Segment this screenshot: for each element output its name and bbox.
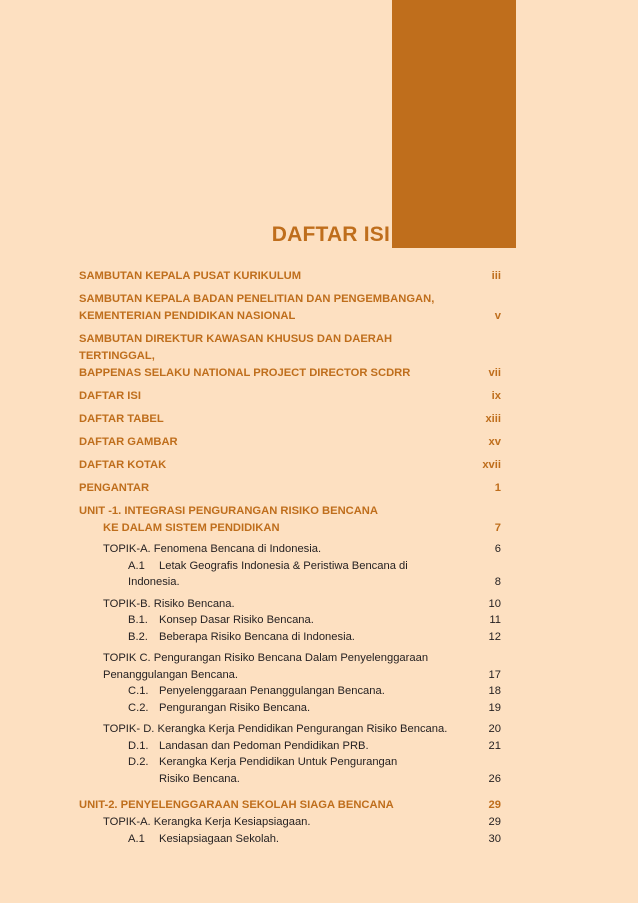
toc-item-code: C.1. [128, 685, 149, 697]
toc-entry-sambutan-kurikulum[interactable] [79, 268, 501, 285]
toc-entry-title: DAFTAR ISI [79, 390, 141, 402]
toc-page-number: 10 [488, 597, 501, 610]
toc-entry-sambutan-balitbang[interactable] [79, 291, 501, 325]
toc-page-number: 29 [488, 816, 501, 828]
toc-item-a1[interactable] [79, 558, 501, 591]
toc-page-number: xv [488, 436, 501, 448]
toc-item-code: A.1 [128, 832, 145, 845]
toc-page-number: 20 [488, 723, 501, 735]
toc-entry-title: SAMBUTAN KEPALA BADAN PENELITIAN DAN PENGEMBANGAN, [79, 293, 435, 305]
toc-topic-2a[interactable] [79, 814, 501, 831]
toc-entry-pengantar[interactable] [79, 480, 501, 497]
toc-item-title: Kesiapsiagaan Sekolah. [159, 832, 280, 845]
toc-item-d2[interactable] [79, 754, 501, 787]
toc-item-code: D.2. [128, 756, 149, 768]
toc-entry-title-cont: KE DALAM SISTEM PENDIDIKAN [103, 522, 280, 534]
toc-topic-1d[interactable] [79, 721, 501, 738]
toc-page-number: ix [491, 390, 501, 402]
toc-entry-title: PENGANTAR [79, 482, 150, 494]
toc-topic-title: TOPIK C. Pengurangan Risiko Bencana Dalam Penyelenggaraan [103, 652, 429, 664]
toc-page-number: 7 [494, 522, 501, 534]
toc-entry-title: SAMBUTAN KEPALA PUSAT KURIKULUM [79, 270, 302, 282]
toc-page-number: 21 [488, 739, 501, 752]
toc-entry-title: UNIT-2. PENYELENGGARAAN SEKOLAH SIAGA BENCANA [79, 799, 394, 811]
toc-page-number: iii [491, 270, 501, 282]
toc-item-code: A.1 [128, 559, 145, 572]
toc-entry-daftar-kotak[interactable] [79, 457, 501, 474]
toc-page-number: vii [488, 367, 501, 379]
toc-item-2a1[interactable] [79, 831, 501, 848]
toc-topic-1a[interactable] [79, 541, 501, 558]
toc-item-title: Landasan dan Pedoman Pendidikan PRB. [159, 739, 369, 752]
toc-entry-title: DAFTAR TABEL [79, 413, 164, 425]
toc-item-title: Kerangka Kerja Pendidikan Untuk Pengurangan [159, 756, 398, 768]
toc-page-number: 26 [488, 772, 501, 785]
toc-page-number: v [494, 310, 501, 322]
toc-page-number: 11 [489, 614, 501, 626]
toc-item-d1[interactable] [79, 738, 501, 755]
page-title: DAFTAR ISI [271, 223, 390, 246]
toc-topic-title: TOPIK-A. Kerangka Kerja Kesiapsiagaan. [103, 816, 311, 828]
toc-item-c1[interactable] [79, 683, 501, 700]
toc-topic-title-cont: Penanggulangan Bencana. [103, 668, 238, 681]
toc-page-number: 12 [488, 630, 501, 643]
toc-entry-title: UNIT -1. INTEGRASI PENGURANGAN RISIKO BENCANA [79, 505, 378, 517]
toc-entry-daftar-gambar[interactable] [79, 434, 501, 451]
toc-item-title: Konsep Dasar Risiko Bencana. [159, 614, 314, 626]
toc-item-code: B.1. [128, 614, 148, 626]
toc-item-title: Beberapa Risiko Bencana di Indonesia. [159, 630, 355, 643]
toc-topic-title: TOPIK-A. Fenomena Bencana di Indonesia. [103, 543, 322, 555]
toc-page-number: 17 [488, 668, 501, 681]
toc-entry-title-cont: BAPPENAS SELAKU NATIONAL PROJECT DIRECTOR SCDRR [79, 367, 411, 379]
toc-entry-unit-2[interactable] [79, 797, 501, 814]
toc-page-number: 6 [494, 543, 501, 555]
toc-item-b2[interactable] [79, 629, 501, 646]
toc-entry-title-cont: KEMENTERIAN PENDIDIKAN NASIONAL [79, 310, 296, 322]
toc-page-number: 29 [488, 799, 501, 811]
toc-entry-sambutan-bappenas[interactable] [79, 331, 501, 382]
toc-page-number: 8 [494, 576, 501, 588]
toc-item-title: Letak Geografis Indonesia & Peristiwa Bencana di Indonesia. [128, 559, 408, 588]
toc-topic-1b[interactable] [79, 596, 501, 613]
toc-topic-1c[interactable] [79, 650, 501, 683]
toc-item-code: C.2. [128, 701, 149, 714]
toc-page-number: xiii [485, 413, 501, 425]
toc-entry-daftar-isi[interactable] [79, 388, 501, 405]
toc-page-number: 1 [494, 482, 501, 494]
toc-item-c2[interactable] [79, 700, 501, 717]
toc-entry-daftar-tabel[interactable] [79, 411, 501, 428]
toc-page-number: xvii [482, 459, 501, 471]
chapter-color-tab [392, 0, 516, 248]
toc-entry-unit-1[interactable] [79, 503, 501, 537]
toc-page-number: 19 [488, 701, 501, 714]
toc-item-code: B.2. [128, 630, 148, 643]
toc-item-title: Penyelenggaraan Penanggulangan Bencana. [159, 685, 385, 697]
toc-entry-title: DAFTAR KOTAK [79, 459, 167, 471]
toc-entry-title: SAMBUTAN DIREKTUR KAWASAN KHUSUS DAN DAERAH TERTINGGAL, [79, 333, 393, 362]
toc-item-title: Pengurangan Risiko Bencana. [159, 701, 311, 714]
toc-item-title-cont: Risiko Bencana. [159, 772, 240, 785]
toc-item-code: D.1. [128, 739, 149, 752]
toc-item-b1[interactable] [79, 612, 501, 629]
table-of-contents [79, 268, 501, 847]
toc-topic-title: TOPIK-B. Risiko Bencana. [103, 597, 235, 610]
toc-topic-title: TOPIK- D. Kerangka Kerja Pendidikan Pengurangan Risiko Bencana. [103, 723, 448, 735]
toc-page-number: 18 [488, 685, 501, 697]
toc-page-number: 30 [488, 832, 501, 845]
toc-entry-title: DAFTAR GAMBAR [79, 436, 178, 448]
